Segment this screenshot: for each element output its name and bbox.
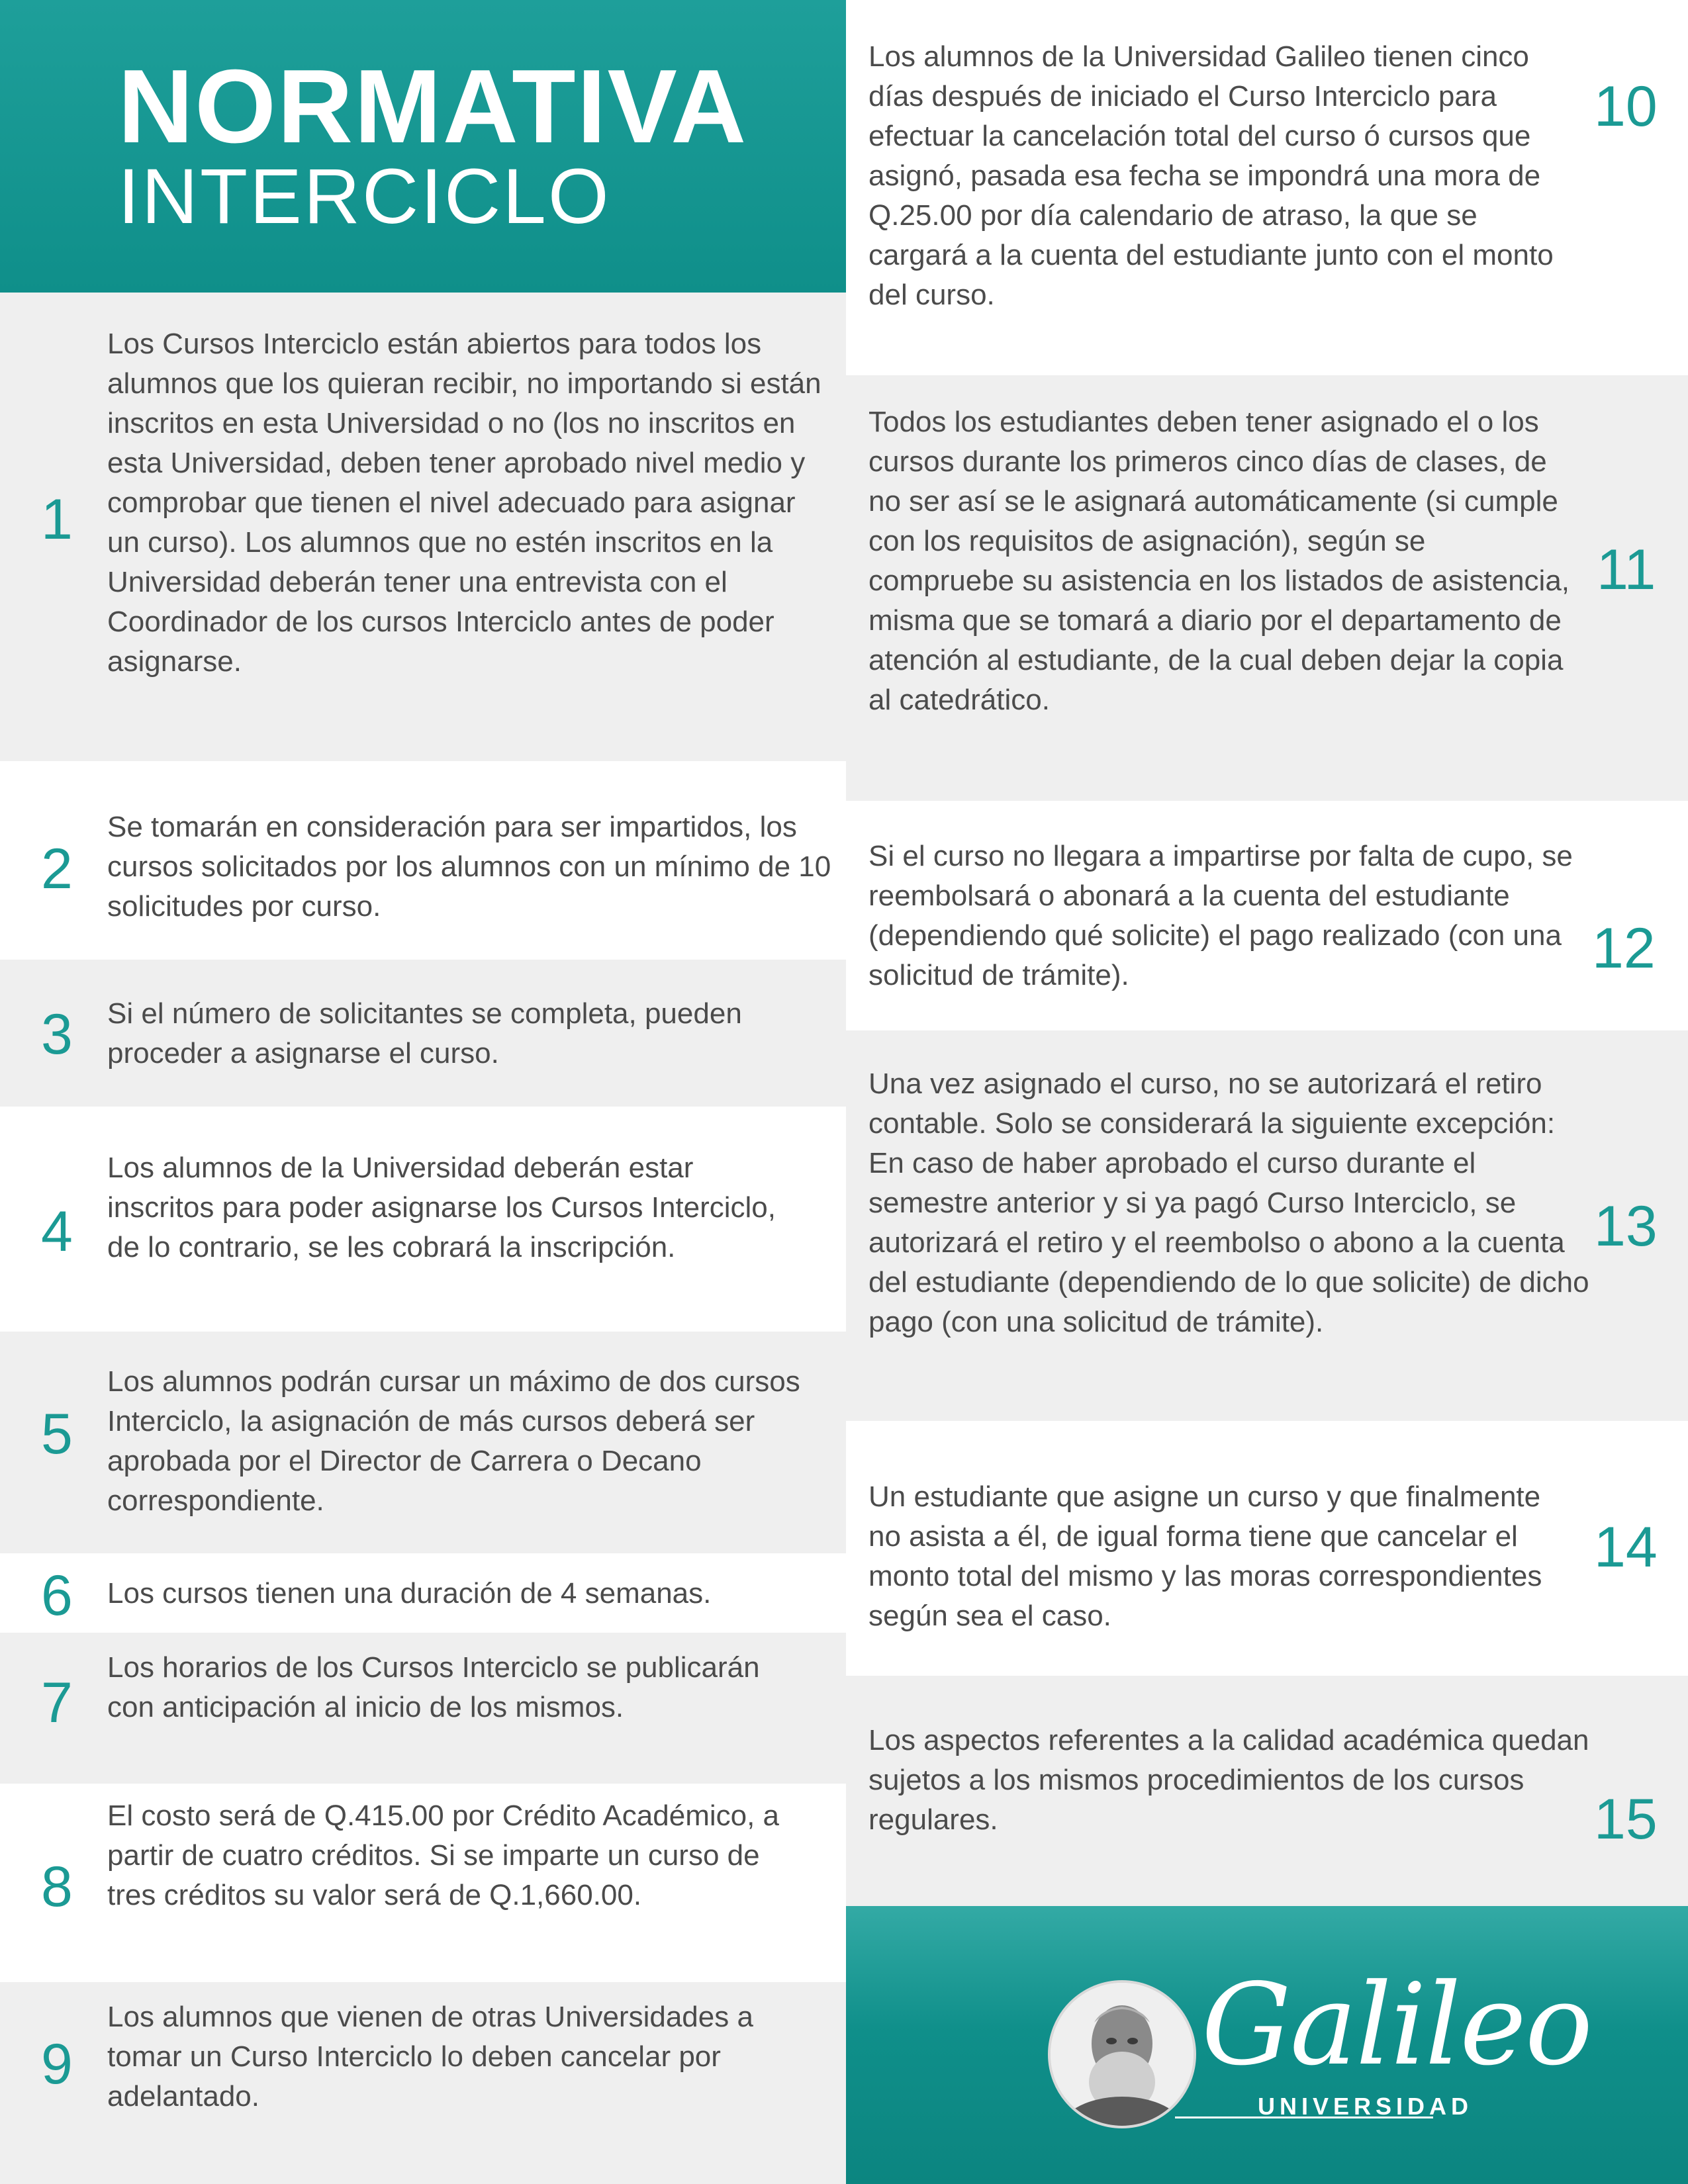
rule-text-5: Los alumnos podrán cursar un máximo de dos cursos Interciclo, la asignación de más cursos deberá ser aprobada por el Director de Carrera o Decano correspondiente. — [107, 1365, 800, 1517]
rule-text-11: Todos los estudiantes deben tener asignado el o los cursos durante los primeros cinco días de clases, de no ser así se le asignará automáticamente (si cumple con los requisitos de asignación), según se compruebe su asistencia en los listados de asistencia, misma que se tomará a diario por el departamento de atención al estudiante, de la cual deben dejar la copia al catedrático. — [868, 406, 1570, 716]
rule-number-11: 11 — [1597, 538, 1656, 602]
rule-number-13: 13 — [1594, 1195, 1658, 1258]
rule-number-6: 6 — [41, 1564, 73, 1627]
rule-text-10: Los alumnos de la Universidad Galileo tienen cinco días después de iniciado el Curso Interciclo para efectuar la cancelación total del curso ó cursos que asignó, pasada esa fecha se impondrá una mora de Q.25.00 por día calendario de atraso, la que se cargará a la cuenta del estudiante junto con el monto del curso. — [868, 40, 1554, 311]
rule-number-14: 14 — [1594, 1516, 1658, 1579]
rule-number-5: 5 — [41, 1402, 73, 1466]
rule-number-10: 10 — [1594, 75, 1658, 138]
page-title: NORMATIVA — [118, 48, 748, 165]
rule-text-4: Los alumnos de la Universidad deberán estar inscritos para poder asignarse los Cursos Interciclo, de lo contrario, se les cobrará la inscripción. — [107, 1152, 776, 1263]
rule-text-12: Si el curso no llegara a impartirse por falta de cupo, se reembolsará o abonará a la cuenta del estudiante (dependiendo qué solicite) el pago realizado (con una solicitud de trámite). — [868, 840, 1573, 991]
rule-text-2: Se tomarán en consideración para ser impartidos, los cursos solicitados por los alumnos con un mínimo de 10 solicitudes por curso. — [107, 811, 831, 923]
rule-number-3: 3 — [41, 1003, 73, 1066]
galileo-logo-subtitle: UNIVERSIDAD — [1258, 2093, 1474, 2120]
rule-text-7: Los horarios de los Cursos Interciclo se publicarán con anticipación al inicio de los mismos. — [107, 1651, 760, 1723]
rule-number-12: 12 — [1592, 917, 1656, 980]
rule-text-3: Si el número de solicitantes se completa, pueden proceder a asignarse el curso. — [107, 997, 742, 1069]
rule-number-1: 1 — [41, 488, 73, 551]
rule-text-1: Los Cursos Interciclo están abiertos para todos los alumnos que los quieran recibir, no importando si están inscritos en esta Universidad o no (los no inscritos en esta Universidad, deben tener aprobado nivel medio y comprobar que tienen el nivel adecuado para asignar un curso). Los alumnos que no estén inscritos en la Universidad deberán tener una entrevista con el Coordinador de los cursos Interciclo antes de poder asignarse. — [107, 328, 821, 678]
rule-text-8: El costo será de Q.415.00 por Crédito Académico, a partir de cuatro créditos. Si se imparte un curso de tres créditos su valor será de Q.1,660.00. — [107, 1799, 780, 1911]
rule-number-4: 4 — [41, 1200, 73, 1263]
rule-text-15: Los aspectos referentes a la calidad académica quedan sujetos a los mismos procedimientos de los cursos regulares. — [868, 1724, 1589, 1836]
rule-number-8: 8 — [41, 1855, 73, 1919]
header-banner — [0, 0, 846, 293]
rule-number-15: 15 — [1594, 1788, 1658, 1851]
rule-text-6: Los cursos tienen una duración de 4 semanas. — [107, 1577, 712, 1610]
galileo-logo-word: Galileo — [1201, 1960, 1592, 2091]
rule-text-9: Los alumnos que vienen de otras Universidades a tomar un Curso Interciclo lo deben cancelar por adelantado. — [107, 2001, 753, 2113]
rule-number-9: 9 — [41, 2032, 73, 2096]
rule-text-13: Una vez asignado el curso, no se autorizará el retiro contable. Solo se considerará la siguiente excepción: En caso de haber aprobado el curso durante el semestre anterior y si ya pagó Curso Interciclo, se autorizará el retiro y el reembolso o abono a la cuenta del estudiante (dependiendo de lo que solicite) de dicho pago (con una solicitud de trámite). — [868, 1068, 1589, 1338]
rule-number-7: 7 — [41, 1671, 73, 1735]
galileo-portrait-icon — [1048, 1980, 1196, 2128]
page-subtitle: INTERCICLO — [118, 153, 611, 240]
rule-number-2: 2 — [41, 837, 73, 901]
rule-text-14: Un estudiante que asigne un curso y que finalmente no asista a él, de igual forma tiene que cancelar el monto total del mismo y las moras correspondientes según sea el caso. — [868, 1480, 1542, 1632]
